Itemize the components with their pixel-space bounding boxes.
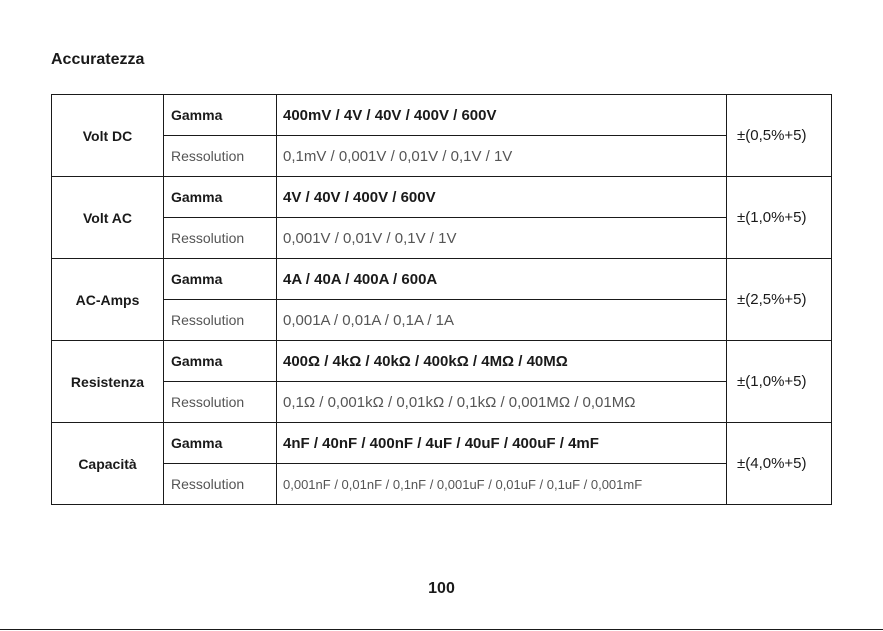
range-value: 4V / 40V / 400V / 600V [277,177,727,218]
range-label: Gamma [164,259,277,300]
range-label: Gamma [164,95,277,136]
table-row [52,300,832,341]
resolution-value: 0,001V / 0,01V / 0,1V / 1V [277,218,727,259]
resolution-label: Ressolution [164,300,277,341]
table-row [52,95,832,136]
table-row [52,136,832,177]
resolution-value: 0,1Ω / 0,001kΩ / 0,01kΩ / 0,1kΩ / 0,001MΩ / 0,01MΩ [277,382,727,423]
range-value: 400mV / 4V / 40V / 400V / 600V [277,95,727,136]
page-title: Accuratezza [51,51,145,68]
category-cell: Volt AC [52,177,164,259]
range-value: 400Ω / 4kΩ / 40kΩ / 400kΩ / 4MΩ / 40MΩ [277,341,727,382]
table-row [52,382,832,423]
category-cell: Resistenza [52,341,164,423]
bottom-rule [0,629,883,630]
accuracy-value: ±(1,0%+5) [727,341,832,423]
category-cell: Capacità [52,423,164,505]
accuracy-value: ±(4,0%+5) [727,423,832,505]
table-row [52,423,832,464]
resolution-label: Ressolution [164,382,277,423]
range-label: Gamma [164,177,277,218]
category-cell: AC-Amps [52,259,164,341]
accuracy-value: ±(0,5%+5) [727,95,832,177]
resolution-label: Ressolution [164,218,277,259]
accuracy-value: ±(1,0%+5) [727,177,832,259]
table-row [52,218,832,259]
table-row [52,177,832,218]
resolution-value: 0,001nF / 0,01nF / 0,1nF / 0,001uF / 0,01uF / 0,1uF / 0,001mF [277,464,727,505]
table-row [52,341,832,382]
range-value: 4nF / 40nF / 400nF / 4uF / 40uF / 400uF / 4mF [277,423,727,464]
table-row [52,464,832,505]
table-row [52,259,832,300]
range-label: Gamma [164,341,277,382]
resolution-label: Ressolution [164,136,277,177]
accuracy-value: ±(2,5%+5) [727,259,832,341]
resolution-value: 0,1mV / 0,001V / 0,01V / 0,1V / 1V [277,136,727,177]
page-number: 100 [428,580,455,597]
range-label: Gamma [164,423,277,464]
accuracy-table [51,94,832,505]
category-cell: Volt DC [52,95,164,177]
range-value: 4A / 40A / 400A / 600A [277,259,727,300]
resolution-label: Ressolution [164,464,277,505]
resolution-value: 0,001A / 0,01A / 0,1A / 1A [277,300,727,341]
